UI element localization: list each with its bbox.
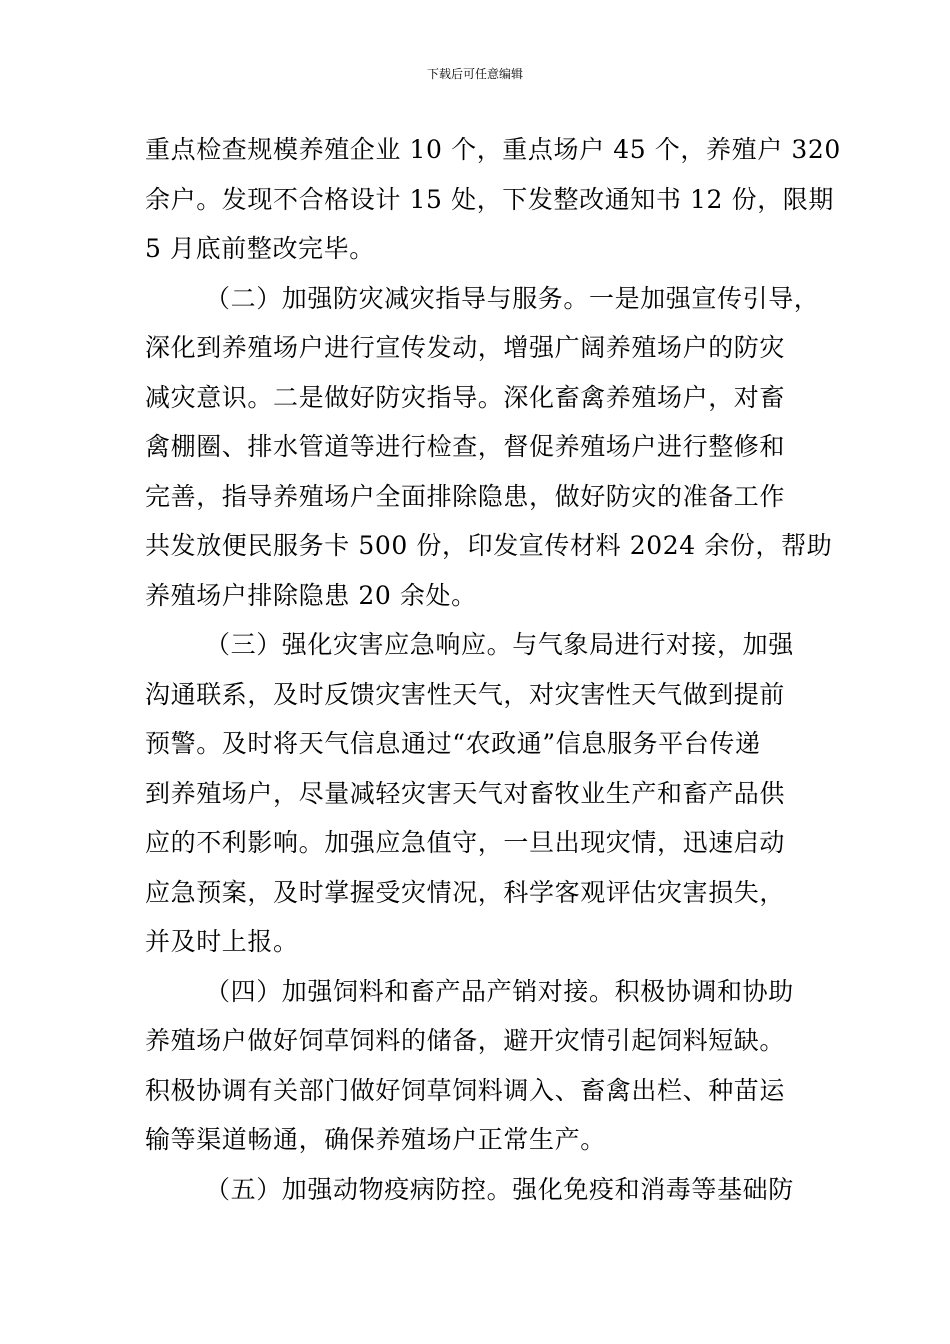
text-line: 并及时上报。: [145, 927, 299, 956]
text-line: 余户。发现不合格设计 15 处，下发整改通知书 12 份，限期: [145, 184, 835, 214]
text-line: 共发放便民服务卡 500 份，印发宣传材料 2024 余份，帮助: [145, 531, 833, 560]
text-line: 5 月底前整改完毕。: [145, 234, 375, 263]
text-line: 完善，指导养殖场户全面排除隐患，做好防灾的准备工作: [145, 481, 786, 511]
text-line: 积极协调有关部门做好饲草饲料调入、畜禽出栏、种苗运: [145, 1075, 786, 1105]
text-line: 养殖场户排除隐患 20 余处。: [145, 580, 477, 610]
text-line: 应的不利影响。加强应急值守，一旦出现灾情，迅速启动: [145, 828, 786, 857]
text-line: 深化到养殖场户进行宣传发动，增强广阔养殖场户的防灾: [145, 333, 786, 362]
text-line: 禽棚圈、排水管道等进行检查，督促养殖场户进行整修和: [145, 432, 786, 461]
page-header: 下载后可任意编辑: [426, 67, 523, 81]
text-line: 养殖场户做好饲草饲料的储备，避开灾情引起饲料短缺。: [145, 1026, 786, 1055]
text-line: 预警。及时将天气信息通过“农政通”信息服务平台传递: [145, 729, 761, 758]
text-line: 重点检查规模养殖企业 10 个，重点场户 45 个，养殖户 320: [145, 135, 841, 164]
section-heading-line: （五）加强动物疫病防控。强化免疫和消毒等基础防: [205, 1174, 794, 1204]
text-line: 应急预案，及时掌握受灾情况，科学客观评估灾害损失，: [145, 877, 786, 907]
text-line: 输等渠道畅通，确保养殖场户正常生产。: [145, 1125, 606, 1154]
section-heading-line: （二）加强防灾减灾指导与服务。一是加强宣传引导，: [205, 283, 820, 313]
text-line: 沟通联系，及时反馈灾害性天气，对灾害性天气做到提前: [145, 679, 786, 709]
document-body: [145, 125, 841, 1214]
text-line: 到养殖场户，尽量减轻灾害天气对畜牧业生产和畜产品供: [145, 778, 786, 808]
text-line: 减灾意识。二是做好防灾指导。深化畜禽养殖场户，对畜: [145, 382, 786, 412]
section-heading-line: （三）强化灾害应急响应。与气象局进行对接，加强: [205, 630, 794, 659]
section-heading-line: （四）加强饲料和畜产品产销对接。积极协调和协助: [205, 976, 794, 1006]
